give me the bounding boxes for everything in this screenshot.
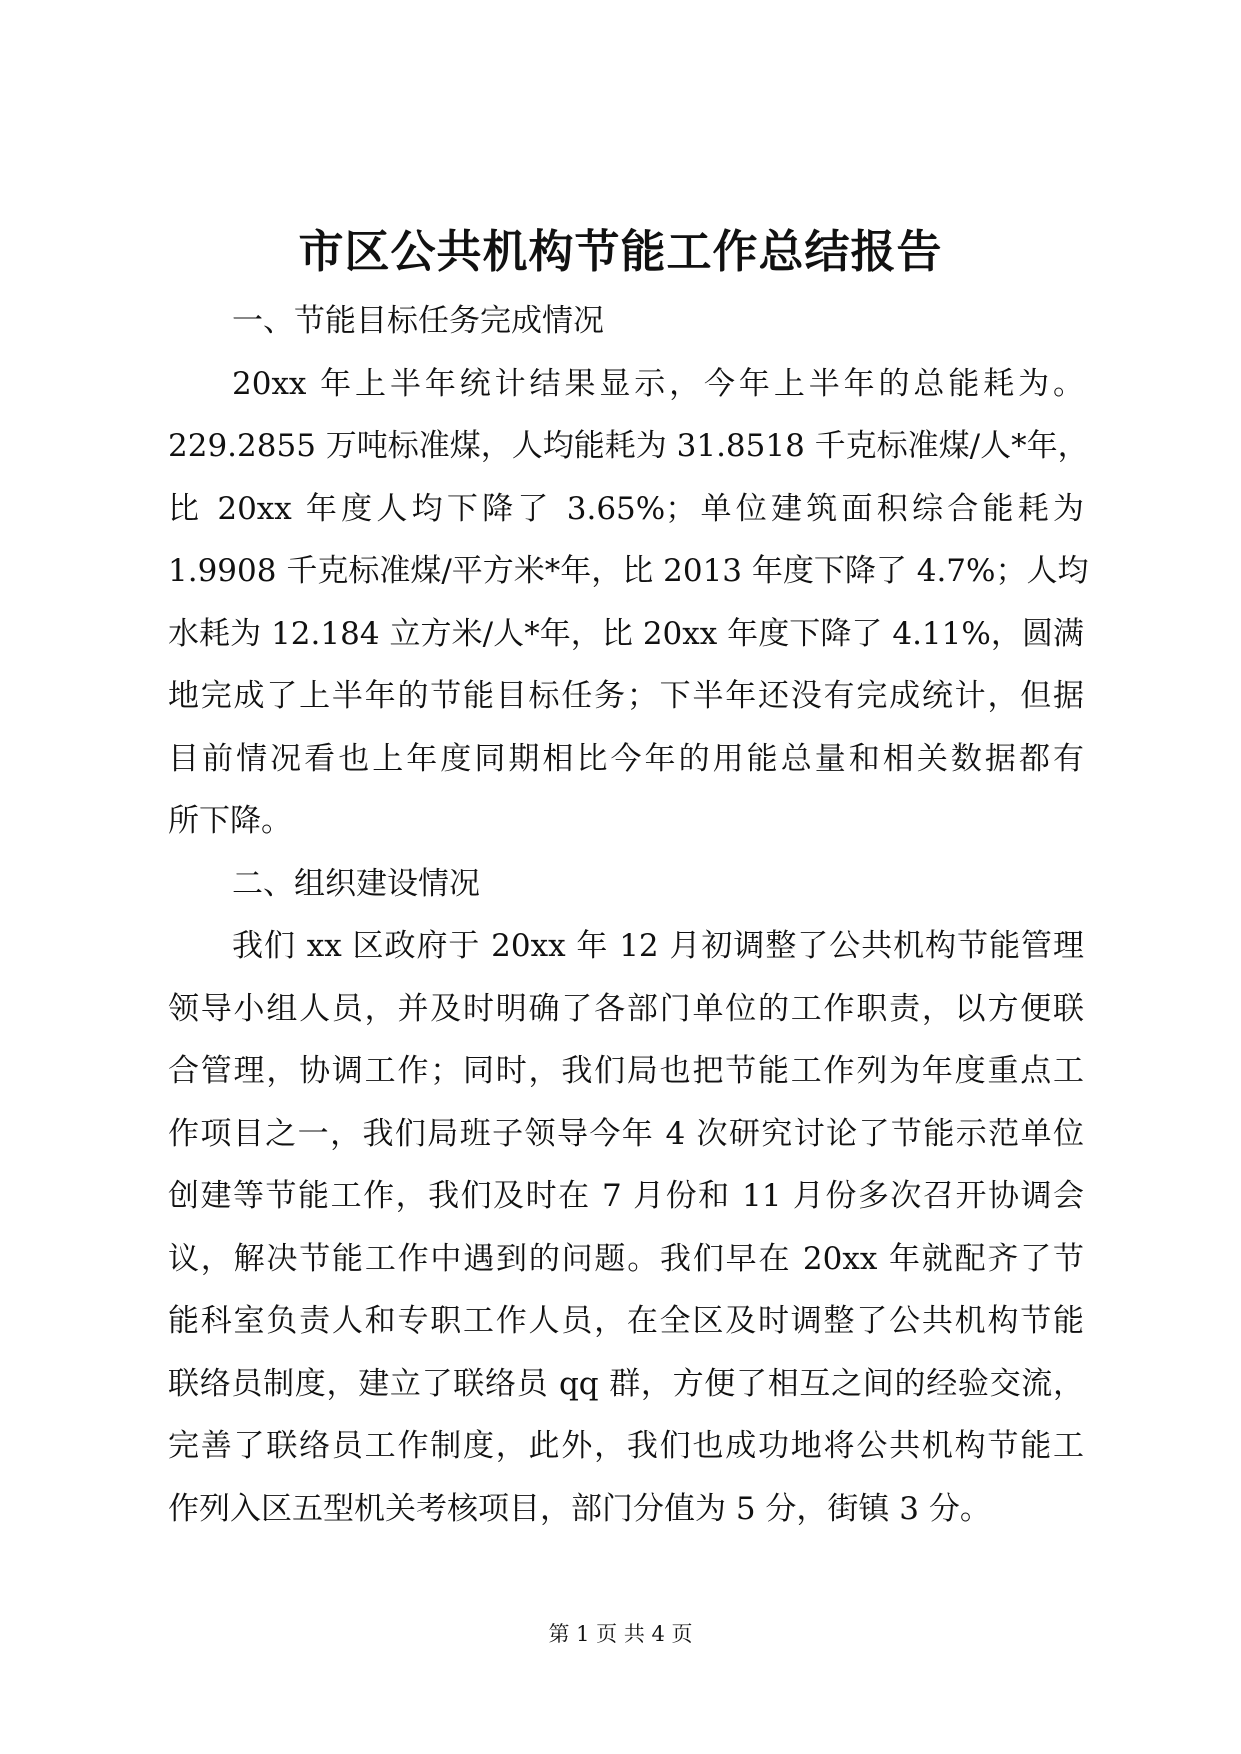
- paragraph-line: 联络员制度，建立了联络员 qq 群，方便了相互之间的经验交流，: [168, 1365, 1084, 1402]
- paragraph-line: 完善了联络员工作制度，此外，我们也成功地将公共机构节能工: [168, 1428, 1084, 1464]
- paragraph-line: 作项目之一，我们局班子领导今年 4 次研究讨论了节能示范单位: [168, 1115, 1084, 1152]
- paragraph-line: 合管理，协调工作；同时，我们局也把节能工作列为年度重点工: [168, 1053, 1084, 1089]
- paragraph-line: 地完成了上半年的节能目标任务；下半年还没有完成统计，但据: [168, 678, 1084, 714]
- paragraph-line: 目前情况看也上年度同期相比今年的用能总量和相关数据都有: [168, 740, 1084, 777]
- page-number-footer: 第 1 页 共 4 页: [548, 1622, 693, 1646]
- paragraph-line: 所下降。: [168, 803, 292, 839]
- document-title: 市区公共机构节能工作总结报告: [298, 225, 943, 278]
- paragraph-line: 229.2855 万吨标准煤，人均能耗为 31.8518 千克标准煤/人*年，: [168, 428, 1089, 464]
- document-body: [168, 290, 1089, 1540]
- section-heading: 二、组织建设情况: [232, 865, 480, 902]
- paragraph-line: 1.9908 千克标准煤/平方米*年，比 2013 年度下降了 4.7%；人均: [168, 553, 1089, 589]
- paragraph-line: 议，解决节能工作中遇到的问题。我们早在 20xx 年就配齐了节: [168, 1240, 1084, 1277]
- paragraph-line: 水耗为 12.184 立方米/人*年，比 20xx 年度下降了 4.11%，圆满: [168, 615, 1084, 652]
- paragraph-line: 比 20xx 年度人均下降了 3.65%；单位建筑面积综合能耗为: [168, 490, 1084, 527]
- paragraph-line: 领导小组人员，并及时明确了各部门单位的工作职责，以方便联: [168, 990, 1084, 1027]
- paragraph-line: 能科室负责人和专职工作人员，在全区及时调整了公共机构节能: [168, 1303, 1084, 1339]
- section-heading: 一、节能目标任务完成情况: [232, 303, 604, 339]
- paragraph-line: 创建等节能工作，我们及时在 7 月份和 11 月份多次召开协调会: [168, 1178, 1084, 1214]
- paragraph-line: 我们 xx 区政府于 20xx 年 12 月初调整了公共机构节能管理: [232, 928, 1084, 964]
- paragraph-line: 作列入区五型机关考核项目，部门分值为 5 分，街镇 3 分。: [168, 1490, 991, 1527]
- paragraph-line: 20xx 年上半年统计结果显示，今年上半年的总能耗为。: [232, 365, 1084, 402]
